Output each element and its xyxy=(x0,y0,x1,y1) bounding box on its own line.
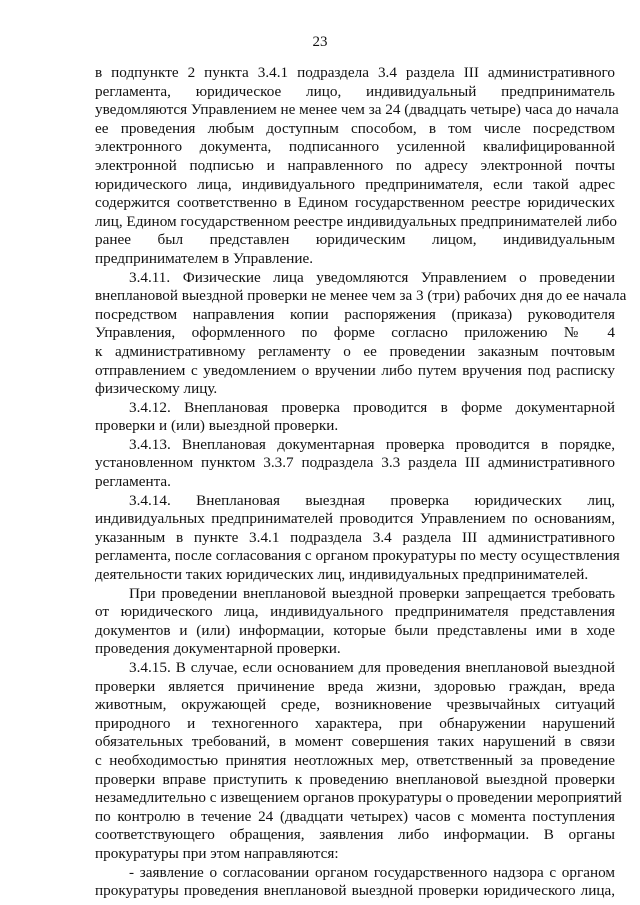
text-line: 3.4.13. Внеплановая документарная проверка проводится в порядке, xyxy=(129,435,615,453)
text-line: установленном пунктом 3.3.7 подраздела 3.3 раздела III административного xyxy=(95,454,615,472)
text-line: Управления, оформленного по форме согласно приложению № 4 xyxy=(95,324,615,342)
text-line: - заявление о согласовании органом государственного надзора с органом xyxy=(129,863,615,881)
text-line: 3.4.14. Внеплановая выездная проверка юридических лиц, xyxy=(129,491,615,509)
text-line: обязательных требований, в момент совершения таких нарушений в связи xyxy=(95,733,615,751)
text-line: 3.4.15. В случае, если основанием для проведения внеплановой выездной xyxy=(129,659,615,676)
text-line: электронного документа, подписанного усиленной квалифицированной xyxy=(95,138,615,156)
text-line: При проведении внеплановой выездной проверки запрещается требовать xyxy=(129,584,615,602)
text-line: природного и техногенного характера, при обнаружении нарушений xyxy=(95,714,615,732)
text-line: по контролю в течение 24 (двадцати четырех) часов с момента поступления xyxy=(95,807,615,825)
text-line: физическому лицу. xyxy=(95,380,218,398)
page-number: 23 xyxy=(312,34,328,50)
text-line: к административному регламенту о ее проведении заказным почтовым xyxy=(95,342,615,360)
text-line: прокуратуры при этом направляются: xyxy=(95,844,339,862)
text-line: регламента, юридическое лицо, индивидуальный предприниматель xyxy=(95,82,615,100)
text-line: с необходимостью принятия неотложных мер, ответственный за проведение xyxy=(95,751,615,769)
text-line: 3.4.11. Физические лица уведомляются Управлением о проведении xyxy=(129,268,615,286)
document-body xyxy=(95,64,627,901)
paragraph xyxy=(95,864,615,901)
paragraph xyxy=(95,64,619,269)
paragraph xyxy=(95,585,615,659)
text-line: проверки вправе приступить к проведению внеплановой выездной проверки xyxy=(95,770,615,788)
text-line: проверки и (или) выездной проверки. xyxy=(95,417,339,435)
text-line: лиц, Едином государственном реестре индивидуальных предпринимателей либо xyxy=(95,212,618,230)
text-line: прокуратуры проведения внеплановой выездной проверки юридического лица, xyxy=(95,882,615,900)
text-line: регламента. xyxy=(95,473,171,491)
text-line: предпринимателем в Управление. xyxy=(95,249,313,267)
text-line: содержится соответственно в Едином государственном реестре юридических xyxy=(95,194,615,212)
text-line: от юридического лица, индивидуального предпринимателя представления xyxy=(95,603,615,621)
text-line: в подпункте 2 пункта 3.4.1 подраздела 3.4 раздела III административного xyxy=(95,64,615,81)
paragraph xyxy=(95,399,615,436)
text-line: внеплановой выездной проверки не менее чем за 3 (три) рабочих дня до ее начала xyxy=(95,287,627,305)
text-line: регламента, после согласования с органом прокуратуры по месту осуществления xyxy=(95,547,620,565)
text-line: отправлением с уведомлением о вручении либо путем вручения под расписку xyxy=(95,361,615,379)
text-line: юридического лица, индивидуального предпринимателя, если такой адрес xyxy=(95,175,615,193)
text-line: документов и (или) информации, которые были представлены ими в ходе xyxy=(95,621,615,639)
text-line: индивидуальных предпринимателей проводится Управлением по основаниям, xyxy=(95,510,615,528)
text-line: соответствующего обращения, заявления либо информации. В органы xyxy=(95,826,615,844)
text-line: посредством направления копии распоряжения (приказа) руководителя xyxy=(95,305,615,323)
text-line: ее проведения любым доступным способом, в том числе посредством xyxy=(95,119,615,137)
text-line: уведомляются Управлением не менее чем за 24 (двадцать четыре) часа до начала xyxy=(95,101,619,119)
text-line: проведения документарной проверки. xyxy=(95,640,341,658)
text-line: указанным в пункте 3.4.1 подраздела 3.4 раздела III административного xyxy=(95,528,615,546)
text-line: проверки является причинение вреда жизни, здоровью граждан, вреда xyxy=(95,677,615,695)
text-line: животным, окружающей среде, возникновение чрезвычайных ситуаций xyxy=(95,696,615,714)
text-line: деятельности таких юридических лиц, индивидуальных предпринимателей. xyxy=(95,566,589,584)
text-line: 3.4.12. Внеплановая проверка проводится в форме документарной xyxy=(129,398,615,416)
text-line: незамедлительно с извещением органов прокуратуры о проведении мероприятий xyxy=(95,789,622,807)
text-line: электронной подписью и направленного по адресу электронной почты xyxy=(95,156,615,174)
paragraph xyxy=(95,268,627,399)
paragraph xyxy=(95,659,622,864)
paragraph xyxy=(95,436,615,492)
paragraph xyxy=(95,491,620,585)
text-line: ранее был представлен юридическим лицом, индивидуальным xyxy=(95,231,615,249)
